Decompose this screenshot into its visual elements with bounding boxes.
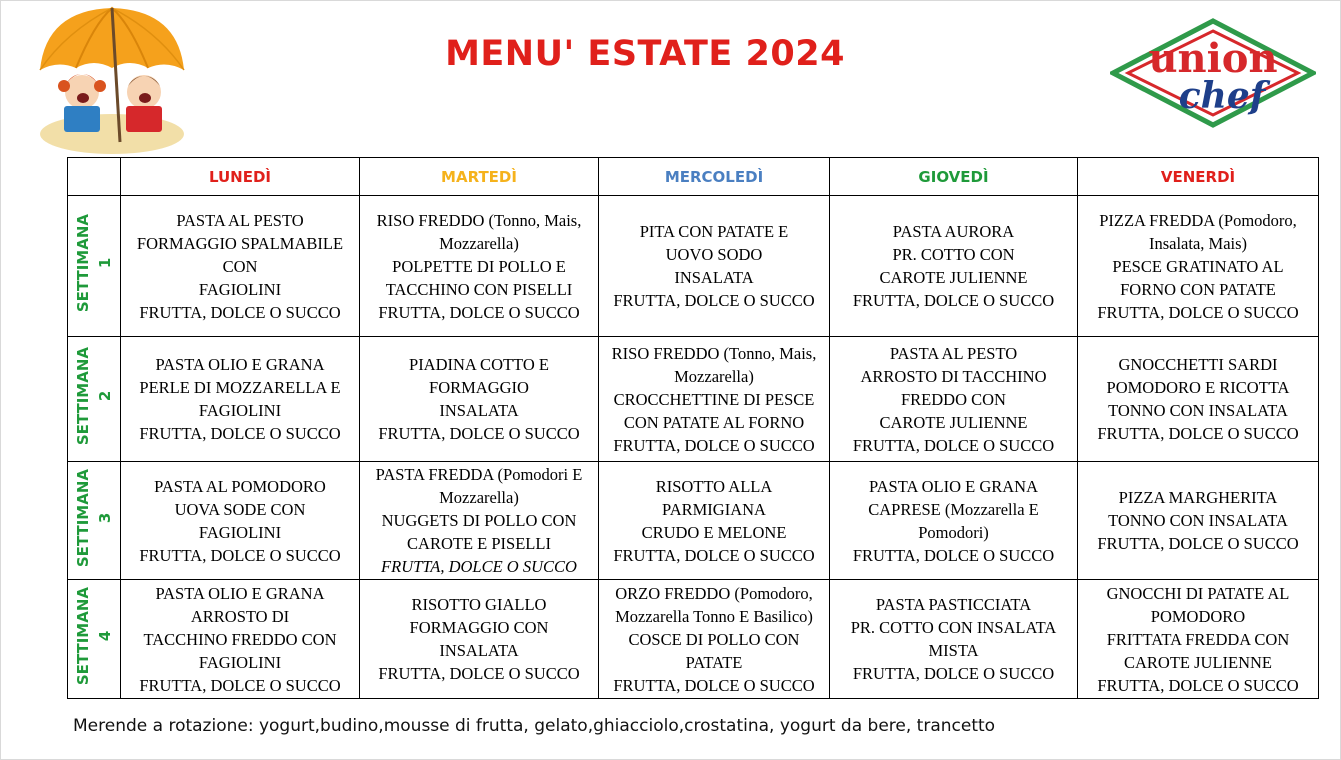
week-label-cell xyxy=(68,196,121,337)
menu-item-line: CON xyxy=(222,256,258,276)
menu-item-line: FRUTTA, DOLCE O SUCCO xyxy=(852,664,1055,683)
week-number: 1 xyxy=(96,258,114,269)
menu-item-line: FRUTTA, DOLCE O SUCCO xyxy=(139,424,341,443)
menu-item-line: PASTA OLIO E GRANA xyxy=(155,583,325,603)
menu-cell xyxy=(830,337,1078,462)
logo-text-bottom: chef xyxy=(1178,75,1266,117)
menu-item-line: FRUTTA, DOLCE O SUCCO xyxy=(613,435,815,455)
days-header-row xyxy=(68,158,1319,196)
week-row xyxy=(68,462,1319,580)
menu-item-line: Mozzarella Tonno E Basilico) xyxy=(615,606,813,626)
menu-table xyxy=(67,157,1319,699)
logo-text-top: union xyxy=(1148,35,1278,82)
menu-item-line: FRUTTA, DOLCE O SUCCO xyxy=(1097,302,1299,322)
menu-item-line: FREDDO CON xyxy=(901,389,1006,409)
menu-item-line: FRUTTA, DOLCE O SUCCO xyxy=(852,545,1055,565)
menu-cell xyxy=(599,462,830,580)
menu-item-line: PITA CON PATATE E xyxy=(639,222,789,241)
menu-item-line: Insalata, Mais) xyxy=(1148,233,1248,253)
week-label xyxy=(72,587,116,685)
menu-item-line: FRUTTA, DOLCE O SUCCO xyxy=(139,675,341,695)
menu-cell xyxy=(121,462,360,580)
menu-item-line: PASTA AL POMODORO xyxy=(154,476,326,496)
menu-cell xyxy=(1078,337,1319,462)
menu-item-line: FRUTTA, DOLCE O SUCCO xyxy=(852,435,1055,455)
menu-item-line: INSALATA xyxy=(674,268,754,287)
menu-item-line: CAROTE JULIENNE xyxy=(1123,652,1273,672)
menu-item-line: FRUTTA, DOLCE O SUCCO xyxy=(1097,534,1299,553)
week-label-cell xyxy=(68,337,121,462)
menu-item-line: PASTA FREDDA (Pomodori E xyxy=(375,465,583,484)
menu-item-line: PIZZA MARGHERITA xyxy=(1118,488,1278,507)
menu-item-line: ARROSTO DI TACCHINO xyxy=(860,366,1047,386)
week-label-cell xyxy=(68,462,121,580)
menu-item-line: RISO FREDDO (Tonno, Mais, xyxy=(376,210,582,230)
menu-item-line: FRUTTA, DOLCE O SUCCO xyxy=(613,675,815,695)
menu-cell xyxy=(830,462,1078,580)
menu-item-line: FRUTTA, DOLCE O SUCCO xyxy=(139,545,341,565)
menu-item-line: FRITTATA FREDDA CON xyxy=(1106,629,1290,649)
menu-item-line: PASTA AL PESTO xyxy=(176,210,304,230)
menu-cell xyxy=(1078,580,1319,699)
menu-item-line: PASTA OLIO E GRANA xyxy=(155,355,325,374)
menu-item-line: PERLE DI MOZZARELLA E xyxy=(139,378,341,397)
menu-cell xyxy=(121,337,360,462)
menu-item-line: PESCE GRATINATO AL xyxy=(1112,256,1284,276)
week-label-text: SETTIMANA xyxy=(74,587,92,686)
menu-item-line: TACCHINO FREDDO CON xyxy=(143,629,337,649)
menu-item-line: ORZO FREDDO (Pomodoro, xyxy=(615,583,813,603)
menu-item-line: POLPETTE DI POLLO E xyxy=(392,256,566,276)
menu-item-line: FRUTTA, DOLCE O SUCCO xyxy=(613,545,815,565)
week-row xyxy=(68,337,1319,462)
menu-item-line: FRUTTA, DOLCE O SUCCO xyxy=(381,557,577,576)
menu-item-line: PATATE xyxy=(685,652,743,672)
menu-item-line: Mozzarella) xyxy=(439,488,519,507)
menu-cell xyxy=(121,580,360,699)
menu-cell xyxy=(830,196,1078,337)
header-corner xyxy=(68,158,121,196)
menu-item-line: FRUTTA, DOLCE O SUCCO xyxy=(378,424,580,443)
menu-item-line: FRUTTA, DOLCE O SUCCO xyxy=(378,664,580,683)
menu-item-line: FAGIOLINI xyxy=(198,401,282,420)
menu-item-line: INSALATA xyxy=(439,401,519,420)
menu-item-line: PARMIGIANA xyxy=(662,499,766,519)
menu-item-line: RISOTTO ALLA xyxy=(655,476,773,496)
menu-item-line: GNOCCHETTI SARDI xyxy=(1118,355,1278,374)
snacks-note: Merende a rotazione: yogurt,budino,mousse di frutta, gelato,ghiacciolo,crostatina, yogurt da bere, trancetto xyxy=(73,716,996,736)
menu-cell xyxy=(830,580,1078,699)
menu-cell xyxy=(360,580,599,699)
week-label-cell xyxy=(68,580,121,699)
week-row xyxy=(68,196,1319,337)
menu-item-line: TONNO CON INSALATA xyxy=(1108,511,1288,530)
menu-item-line: PASTA AL PESTO xyxy=(889,343,1018,363)
menu-item-line: ARROSTO DI xyxy=(190,606,290,626)
week-number: 2 xyxy=(96,391,114,402)
menu-item-line: FRUTTA, DOLCE O SUCCO xyxy=(1097,424,1299,443)
menu-item-line: FORNO CON PATATE xyxy=(1120,279,1276,299)
menu-cell xyxy=(599,580,830,699)
menu-item-line: FRUTTA, DOLCE O SUCCO xyxy=(139,302,341,322)
menu-item-line: PASTA OLIO E GRANA xyxy=(868,476,1039,496)
menu-cell xyxy=(360,462,599,580)
menu-item-line: PASTA AURORA xyxy=(892,222,1015,241)
menu-item-line: CAROTE JULIENNE xyxy=(879,268,1028,287)
menu-item-line: FORMAGGIO SPALMABILE xyxy=(136,233,344,253)
menu-item-line: Mozzarella) xyxy=(439,233,519,253)
menu-item-line: CAPRESE (Mozzarella E xyxy=(868,499,1039,519)
menu-item-line: MISTA xyxy=(928,641,979,660)
menu-item-line: Pomodori) xyxy=(918,522,989,542)
menu-item-line: CAROTE JULIENNE xyxy=(879,412,1028,432)
menu-item-line: FAGIOLINI xyxy=(198,279,282,299)
week-label xyxy=(72,469,116,567)
menu-item-line: FRUTTA, DOLCE O SUCCO xyxy=(852,291,1055,310)
menu-item-line: CRUDO E MELONE xyxy=(641,522,787,542)
day-header: MERCOLEDÌ xyxy=(599,158,830,196)
week-row xyxy=(68,580,1319,699)
menu-cell xyxy=(121,196,360,337)
menu-cell xyxy=(1078,196,1319,337)
menu-cell xyxy=(1078,462,1319,580)
menu-item-line: PASTA PASTICCIATA xyxy=(875,595,1032,614)
day-header: MARTEDÌ xyxy=(360,158,599,196)
menu-cell xyxy=(599,196,830,337)
menu-item-line: FORMAGGIO CON xyxy=(409,618,549,637)
menu-item-line: COSCE DI POLLO CON xyxy=(628,629,800,649)
menu-cell xyxy=(360,196,599,337)
menu-item-line: FRUTTA, DOLCE O SUCCO xyxy=(378,302,580,322)
menu-item-line: UOVO SODO xyxy=(665,245,763,264)
menu-cell xyxy=(360,337,599,462)
menu-item-line: CON PATATE AL FORNO xyxy=(623,412,805,432)
day-header: GIOVEDÌ xyxy=(830,158,1078,196)
menu-item-line: CAROTE E PISELLI xyxy=(407,534,551,553)
menu-item-line: PIZZA FREDDA (Pomodoro, xyxy=(1099,210,1297,230)
week-label-text: SETTIMANA xyxy=(74,347,92,446)
menu-item-line: POMODORO xyxy=(1150,606,1246,626)
menu-item-line: RISO FREDDO (Tonno, Mais, xyxy=(611,343,817,363)
menu-item-line: FRUTTA, DOLCE O SUCCO xyxy=(1097,675,1299,695)
kids-umbrella-illustration xyxy=(36,2,188,158)
menu-item-line: Mozzarella) xyxy=(674,366,754,386)
menu-item-line: INSALATA xyxy=(439,641,519,660)
menu-item-line: TACCHINO CON PISELLI xyxy=(385,279,573,299)
menu-item-line: FRUTTA, DOLCE O SUCCO xyxy=(613,291,815,310)
menu-item-line: GNOCCHI DI PATATE AL xyxy=(1106,583,1290,603)
menu-item-line: NUGGETS DI POLLO CON xyxy=(381,511,577,530)
union-chef-logo xyxy=(1110,18,1316,128)
week-label xyxy=(72,214,116,312)
menu-item-line: UOVA SODE CON xyxy=(174,499,306,519)
menu-item-line: POMODORO E RICOTTA xyxy=(1106,378,1290,397)
menu-item-line: PR. COTTO CON xyxy=(892,245,1015,264)
week-number: 4 xyxy=(96,631,114,642)
week-number: 3 xyxy=(96,512,114,524)
menu-item-line: CROCCHETTINE DI PESCE xyxy=(613,389,815,409)
week-label-text: SETTIMANA xyxy=(74,468,92,568)
week-label xyxy=(72,347,116,445)
menu-item-line: PR. COTTO CON INSALATA xyxy=(850,618,1057,637)
menu-item-line: TONNO CON INSALATA xyxy=(1108,401,1288,420)
day-header: LUNEDÌ xyxy=(121,158,360,196)
day-header: VENERDÌ xyxy=(1078,158,1319,196)
menu-item-line: FAGIOLINI xyxy=(198,652,282,672)
menu-cell xyxy=(599,337,830,462)
menu-item-line: FORMAGGIO xyxy=(429,378,529,397)
menu-item-line: FAGIOLINI xyxy=(198,522,282,542)
page-title: MENU' ESTATE 2024 xyxy=(445,34,845,74)
week-label-text: SETTIMANA xyxy=(74,214,92,313)
menu-item-line: RISOTTO GIALLO xyxy=(411,595,547,614)
menu-item-line: PIADINA COTTO E xyxy=(409,355,549,374)
